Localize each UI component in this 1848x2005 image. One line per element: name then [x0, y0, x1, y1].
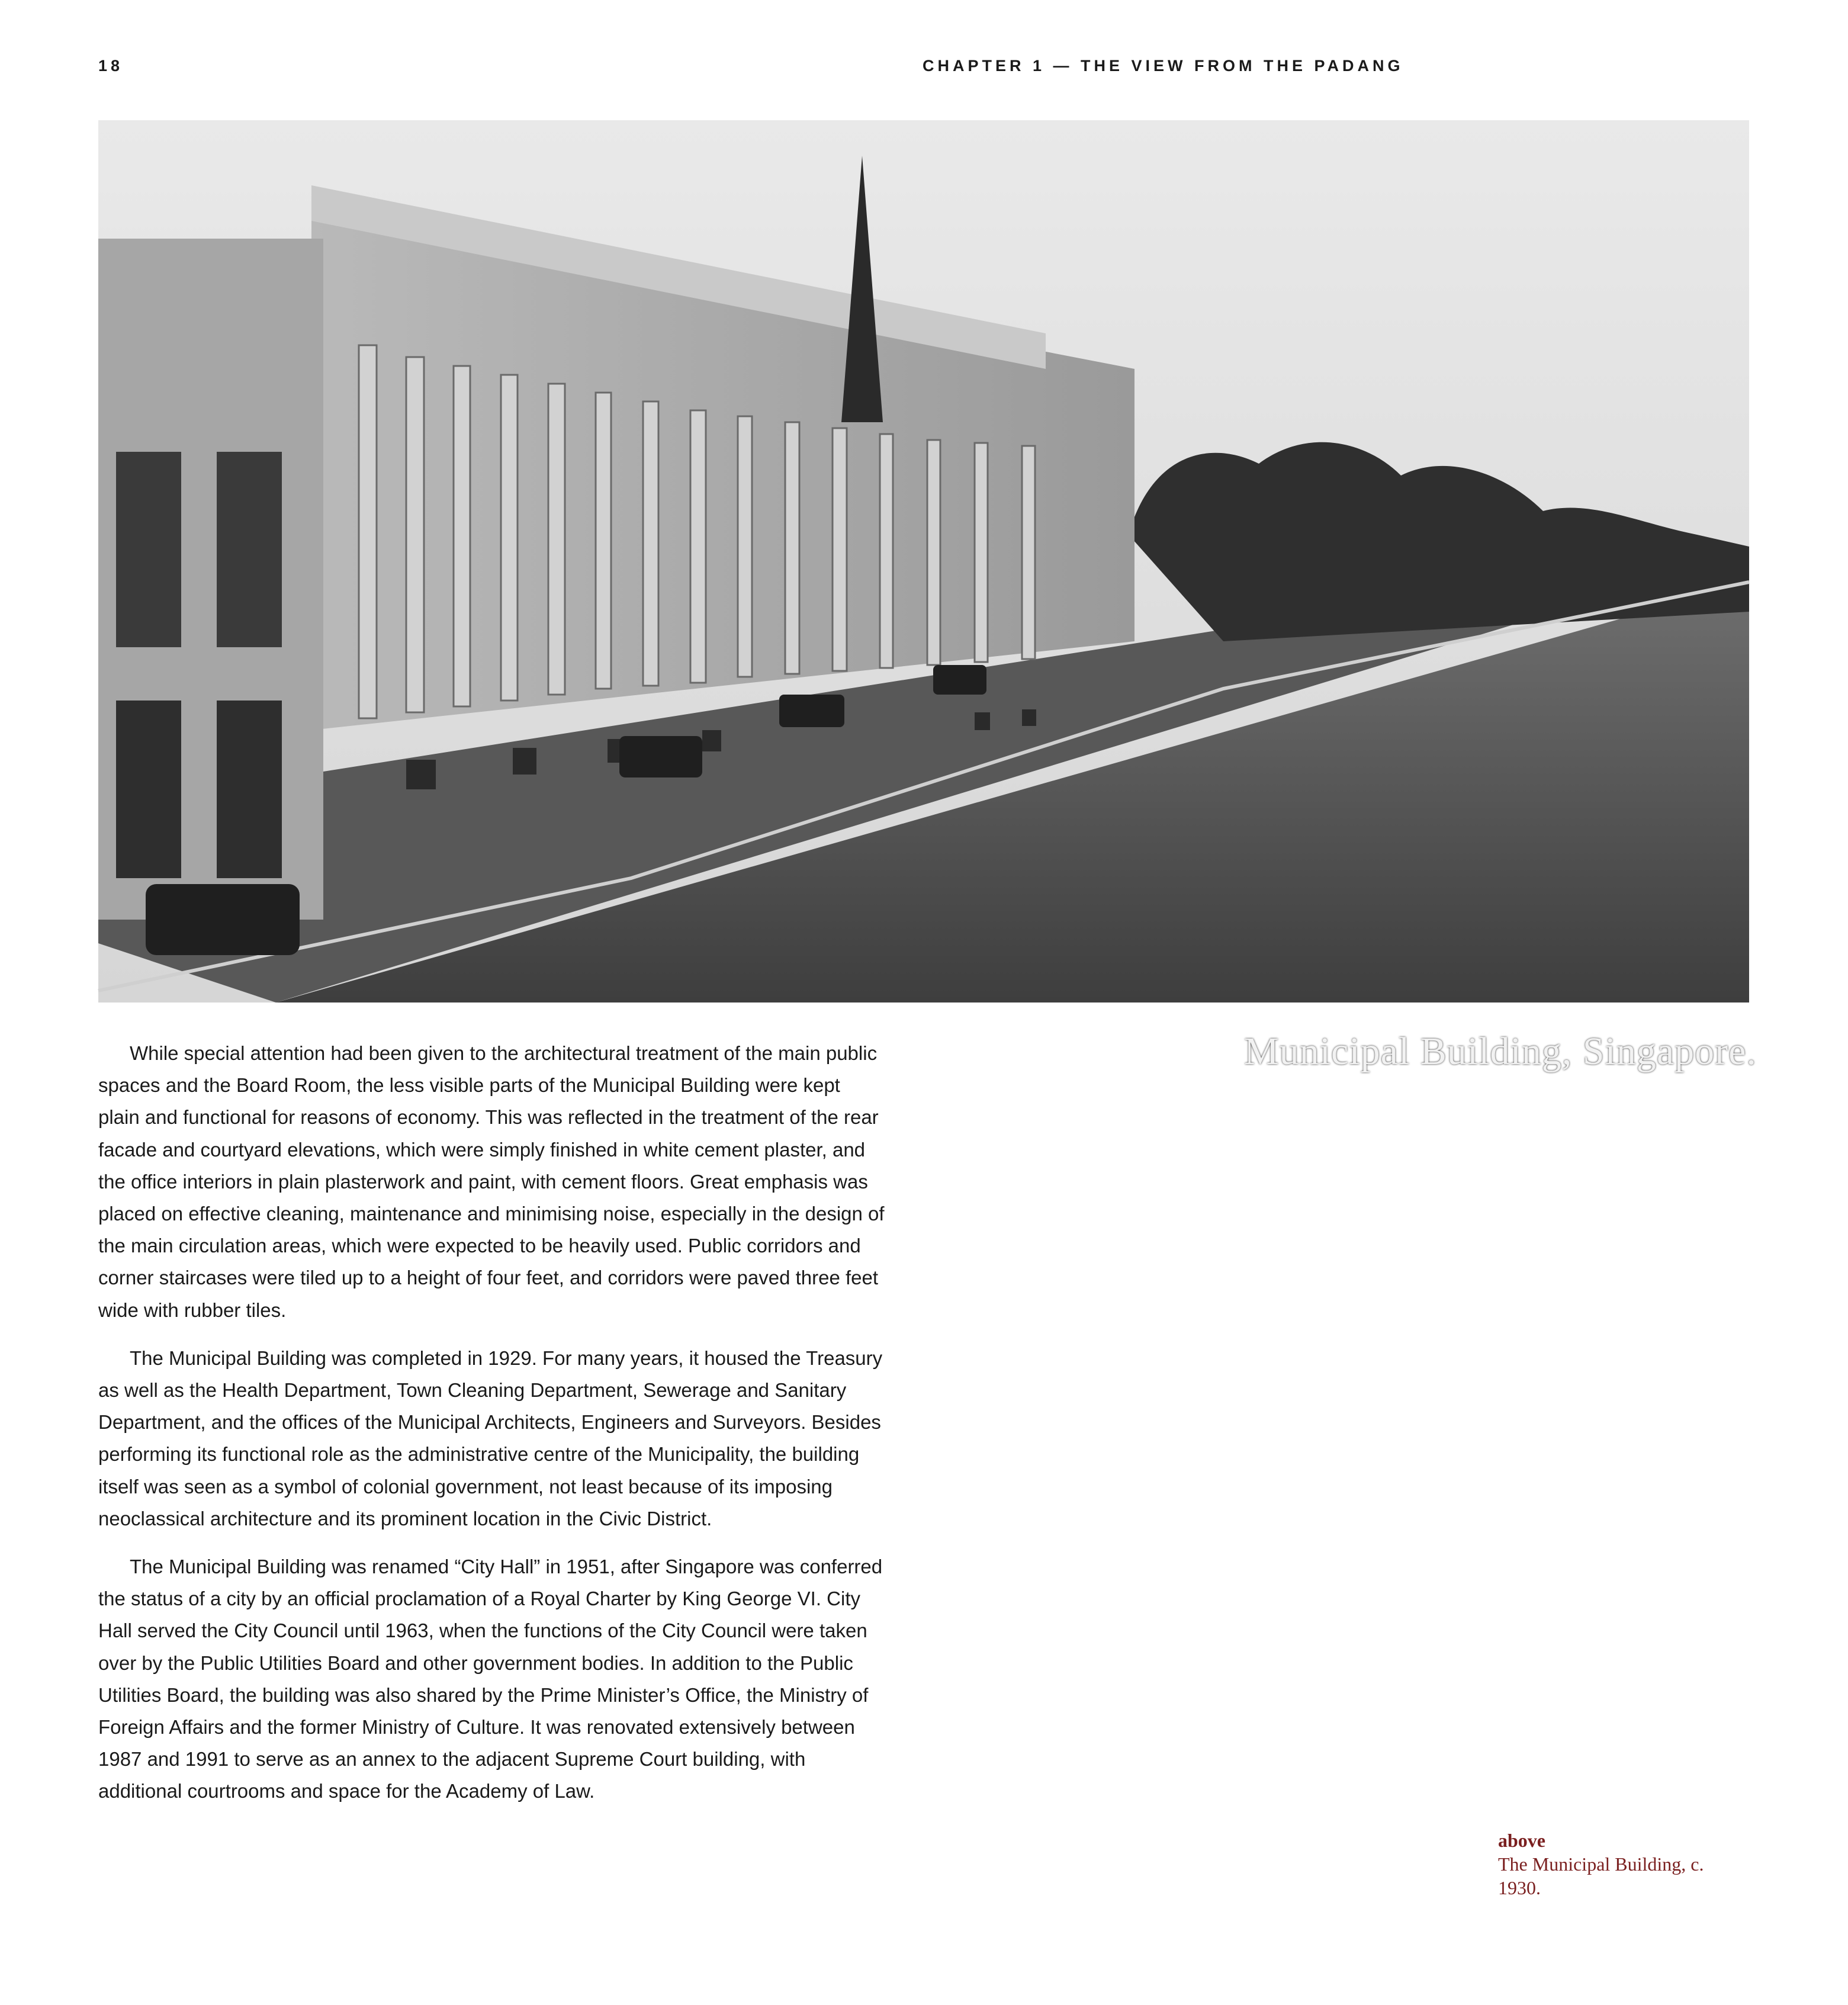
caption-label: above [1498, 1830, 1545, 1851]
photo-overlay-caption: Municipal Building, Singapore. [1244, 1030, 1757, 1073]
historic-photo [98, 120, 1757, 1073]
paragraph: The Municipal Building was renamed “City Hall” in 1951, after Singapore was conferred the status of a city by an official proclamation of a Royal Charter by King George VI. City Hall served the City Council until 1963, when the functions of the City Council were taken over by the Public Utilities Board and other government bodies. In addition to the Public Utilities Board, the building was also shared by the Prime Minister’s Office, the Ministry of Foreign Affairs and the former Ministry of Culture. It was renovated extensively between 1987 and 1991 to serve as an annex to the adjacent Supreme Court building, with additional courtrooms and space for the Academy of Law. [98, 1556, 883, 1802]
caption-text: The Municipal Building, c. 1930. [1498, 1853, 1704, 1898]
photo-caption [1498, 1829, 1747, 1900]
running-head: CHAPTER 1 — THE VIEW FROM THE PADANG [923, 57, 1404, 75]
paragraph: While special attention had been given to the architectural treatment of the main public spaces and the Board Room, the less visible parts of the Municipal Building were kept plain and functional for reasons of economy. This was reflected in the treatment of the rear facade and courtyard elevations, which were simply finished in white cement plaster, and the office interiors in plain plasterwork and paint, with cement floors. Great emphasis was placed on effective cleaning, maintenance and minimising noise, especially in the design of the main circulation areas, which were expected to be heavily used. Public corridors and corner staircases were tiled up to a height of four feet, and corridors were paved three feet wide with rubber tiles. [98, 1042, 885, 1321]
page-number: 18 [98, 57, 124, 75]
body-text [98, 1037, 886, 1824]
paragraph: The Municipal Building was completed in 1929. For many years, it housed the Treasury as well as the Health Department, Town Cleaning Department, Sewerage and Sanitary Department, and the offices of the Municipal Architects, Engineers and Surveyors. Besides performing its functional role as the administrative centre of the Municipality, the building itself was seen as a symbol of colonial government, not least because of its imposing neoclassical architecture and its prominent location in the Civic District. [98, 1347, 883, 1530]
